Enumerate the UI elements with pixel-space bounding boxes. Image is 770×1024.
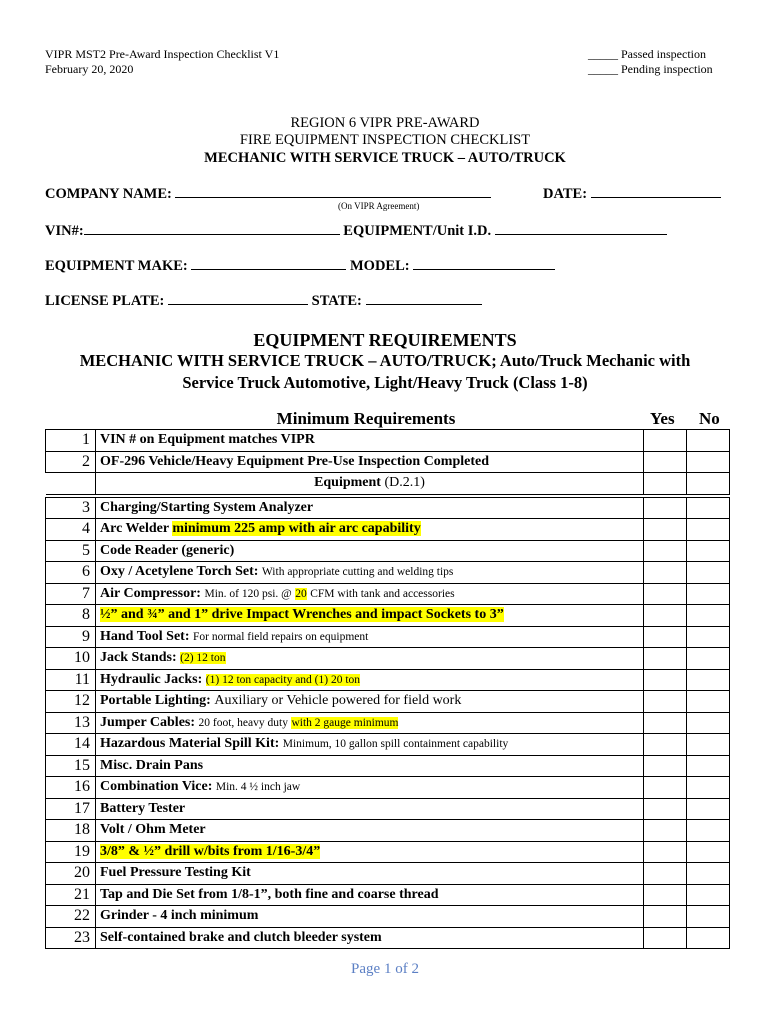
yes-checkbox-cell[interactable] bbox=[644, 540, 687, 562]
yes-checkbox-cell[interactable] bbox=[644, 712, 687, 734]
no-checkbox-cell[interactable] bbox=[687, 669, 730, 691]
section-no-cell bbox=[687, 473, 730, 495]
item-number: 11 bbox=[46, 669, 96, 691]
title-checklist: FIRE EQUIPMENT INSPECTION CHECKLIST bbox=[239, 132, 531, 148]
equipment-make-label: EQUIPMENT MAKE: bbox=[45, 258, 188, 274]
item-bold-text: Portable Lighting: bbox=[100, 693, 211, 709]
no-checkbox-cell[interactable] bbox=[687, 841, 730, 863]
no-checkbox-cell[interactable] bbox=[687, 626, 730, 648]
item-text bbox=[96, 777, 644, 799]
table-row bbox=[46, 777, 730, 799]
section-row bbox=[46, 473, 730, 495]
item-number: 6 bbox=[46, 562, 96, 584]
table-row bbox=[46, 927, 730, 949]
item-number: 10 bbox=[46, 648, 96, 670]
page-number: Page 1 of 2 bbox=[351, 961, 419, 977]
item-text bbox=[96, 605, 644, 627]
item-bold-text: Arc Welder bbox=[100, 521, 169, 537]
item-text bbox=[96, 820, 644, 842]
table-row bbox=[46, 841, 730, 863]
item-text bbox=[96, 927, 644, 949]
model-label: MODEL: bbox=[349, 258, 410, 274]
yes-checkbox-cell[interactable] bbox=[644, 820, 687, 842]
state-label: STATE: bbox=[311, 293, 362, 309]
no-checkbox-cell[interactable] bbox=[687, 451, 730, 473]
item-bold-text: Hydraulic Jacks: bbox=[100, 671, 203, 687]
item-number: 22 bbox=[46, 906, 96, 928]
item-text bbox=[96, 691, 644, 713]
item-number: 14 bbox=[46, 734, 96, 756]
passed-inspection-label: _____ Passed inspection bbox=[588, 47, 706, 61]
yes-checkbox-cell[interactable] bbox=[644, 497, 687, 519]
item-text bbox=[96, 906, 644, 928]
item-number: 12 bbox=[46, 691, 96, 713]
item-note: 20 foot, heavy duty bbox=[198, 716, 288, 729]
item-highlight-note: minimum 225 amp with air arc capability bbox=[172, 521, 421, 537]
title-mechanic: MECHANIC WITH SERVICE TRUCK – AUTO/TRUCK bbox=[204, 150, 566, 166]
no-checkbox-cell[interactable] bbox=[687, 605, 730, 627]
yes-checkbox-cell[interactable] bbox=[644, 691, 687, 713]
model-field[interactable] bbox=[413, 256, 555, 270]
document-id: VIPR MST2 Pre-Award Inspection Checklist V1 bbox=[45, 47, 280, 61]
date-label: DATE: bbox=[543, 186, 588, 202]
state-field[interactable] bbox=[366, 291, 482, 305]
no-checkbox-cell[interactable] bbox=[687, 691, 730, 713]
item-text bbox=[96, 863, 644, 885]
item-number: 3 bbox=[46, 497, 96, 519]
item-bold-text: Code Reader (generic) bbox=[100, 542, 235, 558]
table-row bbox=[46, 884, 730, 906]
no-checkbox-cell[interactable] bbox=[687, 734, 730, 756]
item-bold-text: Combination Vice: bbox=[100, 779, 213, 795]
item-text bbox=[96, 884, 644, 906]
item-bold-text: Hazardous Material Spill Kit: bbox=[100, 736, 280, 752]
item-number: 4 bbox=[46, 519, 96, 541]
item-bold-text: 3/8” & ½” drill w/bits from 1/16-3/4” bbox=[100, 843, 321, 859]
no-checkbox-cell[interactable] bbox=[687, 927, 730, 949]
no-checkbox-cell[interactable] bbox=[687, 583, 730, 605]
section-yes-cell bbox=[644, 473, 687, 495]
item-note: CFM with tank and accessories bbox=[310, 587, 455, 600]
company-name-label: COMPANY NAME: bbox=[45, 186, 172, 202]
item-highlight-note: (1) 12 ton capacity and (1) 20 ton bbox=[205, 673, 361, 686]
item-text bbox=[96, 648, 644, 670]
item-number: 23 bbox=[46, 927, 96, 949]
no-checkbox-cell[interactable] bbox=[687, 712, 730, 734]
table-row bbox=[46, 648, 730, 670]
item-note: With appropriate cutting and welding tips bbox=[261, 566, 454, 579]
item-text bbox=[96, 798, 644, 820]
yes-checkbox-cell[interactable] bbox=[644, 927, 687, 949]
minimum-requirements-header: Minimum Requirements bbox=[276, 409, 456, 428]
no-checkbox-cell[interactable] bbox=[687, 777, 730, 799]
item-text bbox=[96, 519, 644, 541]
item-number: 17 bbox=[46, 798, 96, 820]
item-text bbox=[96, 841, 644, 863]
item-note: For normal field repairs on equipment bbox=[192, 630, 369, 643]
yes-checkbox-cell[interactable] bbox=[644, 583, 687, 605]
item-text bbox=[96, 669, 644, 691]
item-number: 19 bbox=[46, 841, 96, 863]
no-checkbox-cell[interactable] bbox=[687, 540, 730, 562]
table-row bbox=[46, 583, 730, 605]
requirements-heading: EQUIPMENT REQUIREMENTS bbox=[253, 330, 517, 350]
vin-field[interactable] bbox=[84, 221, 340, 235]
section-ref: (D.2.1) bbox=[384, 475, 425, 491]
item-bold-text: OF-296 Vehicle/Heavy Equipment Pre-Use Inspection Completed bbox=[100, 453, 490, 469]
item-bold-text: Tap and Die Set from 1/8-1”, both fine and coarse thread bbox=[100, 886, 439, 902]
yes-checkbox-cell[interactable] bbox=[644, 626, 687, 648]
yes-checkbox-cell[interactable] bbox=[644, 777, 687, 799]
no-checkbox-cell[interactable] bbox=[687, 648, 730, 670]
table-row bbox=[46, 430, 730, 452]
yes-checkbox-cell[interactable] bbox=[644, 669, 687, 691]
no-checkbox-cell[interactable] bbox=[687, 430, 730, 452]
item-highlight-note: with 2 gauge minimum bbox=[291, 716, 399, 729]
yes-checkbox-cell[interactable] bbox=[644, 519, 687, 541]
item-text bbox=[96, 583, 644, 605]
requirements-table bbox=[45, 429, 730, 949]
item-bold-text: Self-contained brake and clutch bleeder system bbox=[100, 929, 382, 945]
yes-checkbox-cell[interactable] bbox=[644, 430, 687, 452]
item-note: Auxiliary or Vehicle powered for field work bbox=[214, 693, 462, 709]
table-row bbox=[46, 669, 730, 691]
item-highlight-note: (2) 12 ton bbox=[180, 652, 226, 665]
table-row bbox=[46, 605, 730, 627]
date-field[interactable] bbox=[591, 184, 721, 198]
item-text bbox=[96, 562, 644, 584]
item-number: 2 bbox=[46, 451, 96, 473]
item-number: 1 bbox=[46, 430, 96, 452]
item-text bbox=[96, 540, 644, 562]
yes-checkbox-cell[interactable] bbox=[644, 884, 687, 906]
yes-checkbox-cell[interactable] bbox=[644, 798, 687, 820]
pending-inspection-label: _____ Pending inspection bbox=[588, 62, 713, 76]
table-row bbox=[46, 451, 730, 473]
yes-checkbox-cell[interactable] bbox=[644, 755, 687, 777]
item-bold-text: Grinder - 4 inch minimum bbox=[100, 908, 259, 924]
no-checkbox-cell[interactable] bbox=[687, 497, 730, 519]
no-checkbox-cell[interactable] bbox=[687, 820, 730, 842]
item-number: 8 bbox=[46, 605, 96, 627]
item-bold-text: Air Compressor: bbox=[100, 585, 201, 601]
item-bold-text: Oxy / Acetylene Torch Set: bbox=[100, 564, 259, 580]
item-number: 21 bbox=[46, 884, 96, 906]
table-row bbox=[46, 626, 730, 648]
item-bold-text: Jack Stands: bbox=[100, 650, 177, 666]
table-row bbox=[46, 863, 730, 885]
on-vipr-note: (On VIPR Agreement) bbox=[338, 201, 420, 211]
yes-checkbox-cell[interactable] bbox=[644, 605, 687, 627]
item-number: 7 bbox=[46, 583, 96, 605]
item-bold-text: Battery Tester bbox=[100, 800, 186, 816]
section-label: Equipment bbox=[314, 475, 381, 491]
item-text bbox=[96, 734, 644, 756]
item-text bbox=[96, 755, 644, 777]
no-checkbox-cell[interactable] bbox=[687, 755, 730, 777]
vin-label: VIN#: bbox=[45, 223, 84, 239]
table-row bbox=[46, 519, 730, 541]
item-number: 13 bbox=[46, 712, 96, 734]
item-text bbox=[96, 451, 644, 473]
item-text bbox=[96, 712, 644, 734]
yes-header: Yes bbox=[650, 409, 675, 428]
table-row bbox=[46, 540, 730, 562]
table-row bbox=[46, 755, 730, 777]
table-row bbox=[46, 497, 730, 519]
section-equipment-label bbox=[96, 473, 644, 495]
no-checkbox-cell[interactable] bbox=[687, 562, 730, 584]
item-number: 15 bbox=[46, 755, 96, 777]
license-plate-field[interactable] bbox=[168, 291, 308, 305]
no-checkbox-cell[interactable] bbox=[687, 519, 730, 541]
item-bold-text: Misc. Drain Pans bbox=[100, 757, 204, 773]
item-number: 18 bbox=[46, 820, 96, 842]
table-row bbox=[46, 734, 730, 756]
title-region: REGION 6 VIPR PRE-AWARD bbox=[290, 115, 480, 131]
item-note: Min. of 120 psi. @ bbox=[204, 587, 292, 600]
requirements-subheading: MECHANIC WITH SERVICE TRUCK – AUTO/TRUCK; Auto/Truck Mechanic with bbox=[79, 351, 691, 370]
equipment-make-field[interactable] bbox=[191, 256, 346, 270]
item-bold-text: ½” and ¾” and 1” drive Impact Wrenches and impact Sockets to 3” bbox=[100, 607, 504, 623]
no-checkbox-cell[interactable] bbox=[687, 798, 730, 820]
item-text bbox=[96, 626, 644, 648]
item-text bbox=[96, 430, 644, 452]
table-row bbox=[46, 820, 730, 842]
item-bold-text: Jumper Cables: bbox=[100, 714, 196, 730]
item-note: Min. 4 ½ inch jaw bbox=[215, 781, 301, 794]
item-bold-text: Volt / Ohm Meter bbox=[100, 822, 206, 838]
no-header: No bbox=[699, 409, 720, 428]
company-name-field[interactable] bbox=[175, 184, 491, 198]
table-row bbox=[46, 906, 730, 928]
license-plate-label: LICENSE PLATE: bbox=[45, 293, 165, 309]
table-row bbox=[46, 798, 730, 820]
yes-checkbox-cell[interactable] bbox=[644, 562, 687, 584]
item-number: 9 bbox=[46, 626, 96, 648]
yes-checkbox-cell[interactable] bbox=[644, 734, 687, 756]
item-number: 16 bbox=[46, 777, 96, 799]
item-bold-text: Charging/Starting System Analyzer bbox=[100, 499, 314, 515]
no-checkbox-cell[interactable] bbox=[687, 863, 730, 885]
item-bold-text: VIN # on Equipment matches VIPR bbox=[100, 432, 315, 448]
item-highlight-note: 20 bbox=[295, 587, 307, 600]
item-note: Minimum, 10 gallon spill containment capability bbox=[282, 738, 509, 751]
yes-checkbox-cell[interactable] bbox=[644, 841, 687, 863]
table-row bbox=[46, 712, 730, 734]
requirements-class: Service Truck Automotive, Light/Heavy Truck (Class 1-8) bbox=[182, 373, 588, 392]
item-number: 5 bbox=[46, 540, 96, 562]
item-text bbox=[96, 497, 644, 519]
yes-checkbox-cell[interactable] bbox=[644, 451, 687, 473]
equipment-unit-field[interactable] bbox=[495, 221, 667, 235]
no-checkbox-cell[interactable] bbox=[687, 906, 730, 928]
yes-checkbox-cell[interactable] bbox=[644, 906, 687, 928]
yes-checkbox-cell[interactable] bbox=[644, 863, 687, 885]
yes-checkbox-cell[interactable] bbox=[644, 648, 687, 670]
no-checkbox-cell[interactable] bbox=[687, 884, 730, 906]
item-number: 20 bbox=[46, 863, 96, 885]
equipment-unit-label: EQUIPMENT/Unit I.D. bbox=[343, 223, 492, 239]
document-date: February 20, 2020 bbox=[45, 62, 134, 76]
table-row bbox=[46, 562, 730, 584]
table-row bbox=[46, 691, 730, 713]
item-bold-text: Fuel Pressure Testing Kit bbox=[100, 865, 251, 881]
item-bold-text: Hand Tool Set: bbox=[100, 628, 190, 644]
section-spacer bbox=[46, 473, 96, 495]
